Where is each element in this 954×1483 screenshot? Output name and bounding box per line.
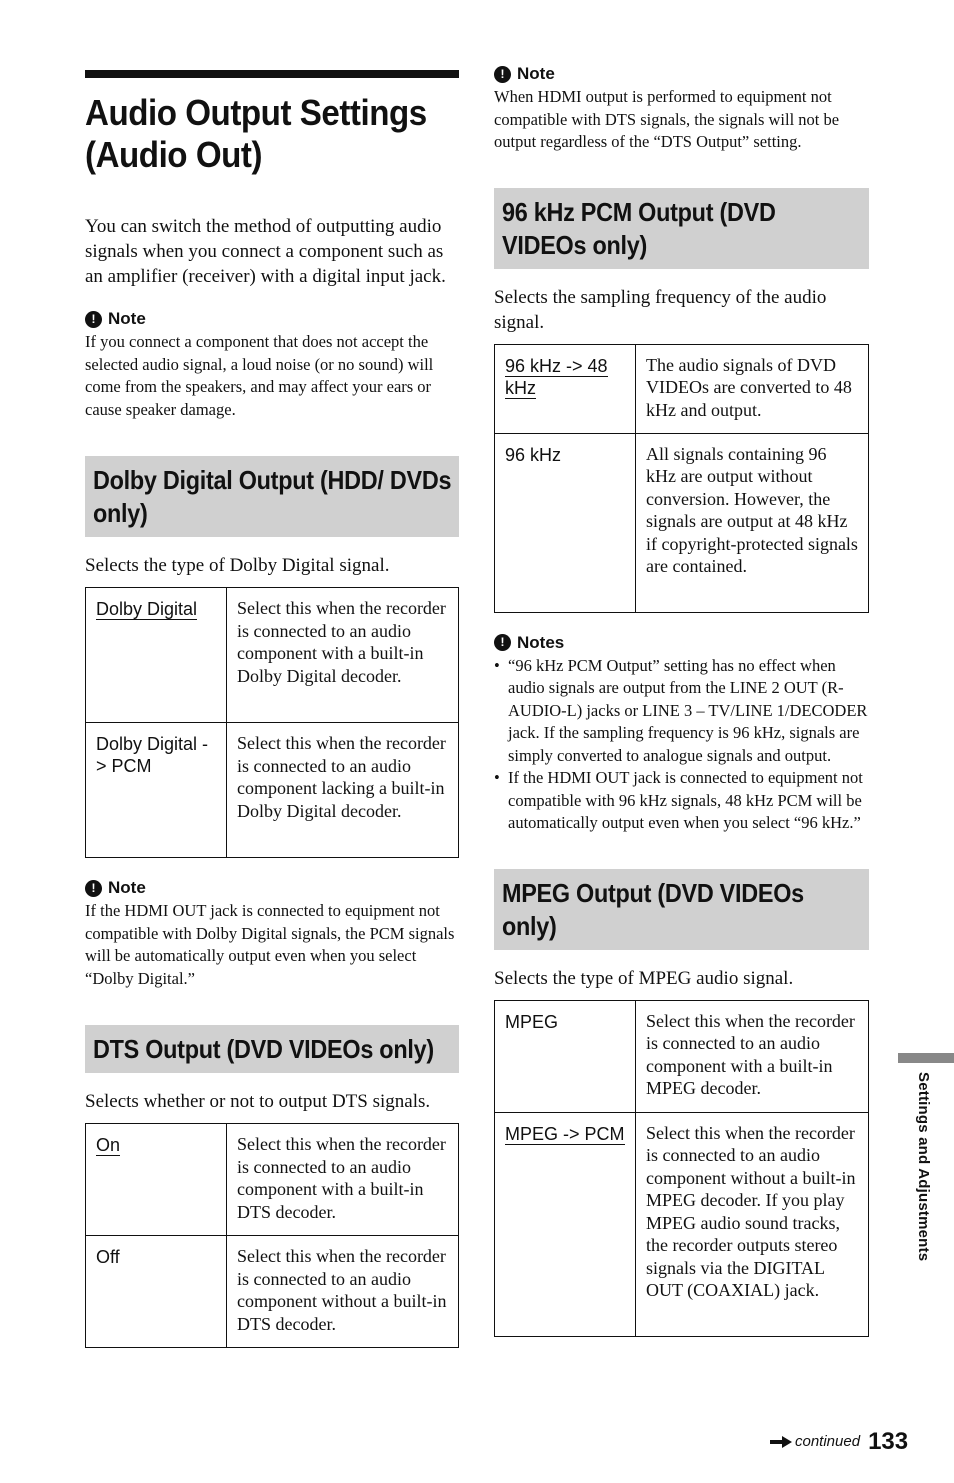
side-tab-marker bbox=[898, 1053, 954, 1063]
arrow-right-icon bbox=[770, 1436, 792, 1448]
table-row bbox=[495, 344, 869, 433]
option-name: 96 kHz -> 48 kHz bbox=[495, 344, 636, 433]
option-name: Dolby Digital -> PCM bbox=[86, 723, 227, 858]
table-row bbox=[86, 1124, 459, 1236]
page-title: Audio Output Settings (Audio Out) bbox=[85, 92, 427, 175]
option-description: All signals containing 96 kHz are output without conversion. However, the signals are output at 48 kHz if copyright-protected signals are contained. bbox=[636, 433, 869, 612]
section-lead: Selects the type of MPEG audio signal. bbox=[494, 967, 794, 989]
table-row bbox=[86, 1236, 459, 1348]
option-name: On bbox=[86, 1124, 227, 1236]
table-row bbox=[495, 1112, 869, 1336]
option-description: Select this when the recorder is connected to an audio component with a built-in MPEG decoder. bbox=[636, 1000, 869, 1112]
section-heading-pcm96: 96 kHz PCM Output (DVD VIDEOs only) bbox=[494, 188, 869, 269]
note-text: If you connect a component that does not accept the selected audio signal, a loud noise (or no sound) will come from the speakers, and may affect your ears or cause speaker damage. bbox=[85, 332, 434, 419]
option-name: 96 kHz bbox=[495, 433, 636, 612]
note-block bbox=[85, 309, 459, 421]
section-heading-mpeg: MPEG Output (DVD VIDEOs only) bbox=[494, 869, 869, 950]
left-column bbox=[85, 70, 459, 1348]
option-description: Select this when the recorder is connected to an audio component with a built-in DTS decoder. bbox=[227, 1124, 459, 1236]
continued-indicator bbox=[770, 1433, 860, 1450]
options-table-pcm96 bbox=[494, 344, 869, 613]
note-block bbox=[494, 64, 869, 154]
intro-paragraph: You can switch the method of outputting audio signals when you connect a component such as an amplifier (receiver) with a digital input jack. bbox=[85, 216, 446, 287]
option-description: Select this when the recorder is connected to an audio component without a built-in MPEG decoder. If you play MPEG audio sound tracks, the recorder outputs stereo signals via the DIGITAL OUT (COAXIAL) jack. bbox=[636, 1112, 869, 1336]
page-footer bbox=[770, 1426, 930, 1456]
right-column bbox=[494, 62, 869, 1337]
note-text: When HDMI output is performed to equipment not compatible with DTS signals, the signals will not be output regardless of the “DTS Output” setting. bbox=[494, 87, 840, 151]
side-tab-label: Settings and Adjustments bbox=[915, 1072, 932, 1262]
note-label: Note bbox=[108, 309, 146, 328]
note-icon: ! bbox=[85, 880, 102, 897]
option-description: Select this when the recorder is connected to an audio component without a built-in DTS decoder. bbox=[227, 1236, 459, 1348]
note-icon: ! bbox=[494, 634, 511, 651]
page-number: 133 bbox=[868, 1428, 909, 1455]
options-table-dolby bbox=[85, 587, 459, 858]
option-name: MPEG -> PCM bbox=[495, 1112, 636, 1336]
note-icon: ! bbox=[494, 66, 511, 83]
option-name: Off bbox=[86, 1236, 227, 1348]
options-table-dts bbox=[85, 1123, 459, 1348]
notes-block bbox=[494, 633, 869, 835]
note-text: If the HDMI OUT jack is connected to equipment not compatible with Dolby Digital signals, the PCM signals will be automatically output even when you select “Dolby Digital.” bbox=[85, 901, 455, 988]
option-description: Select this when the recorder is connected to an audio component with a built-in Dolby Digital decoder. bbox=[227, 588, 459, 723]
option-description: Select this when the recorder is connected to an audio component lacking a built-in Dolby Digital decoder. bbox=[227, 723, 459, 858]
title-rule bbox=[85, 70, 459, 78]
table-row bbox=[86, 588, 459, 723]
note-icon: ! bbox=[85, 311, 102, 328]
continued-text: continued bbox=[795, 1433, 861, 1450]
option-name: MPEG bbox=[495, 1000, 636, 1112]
note-label: Note bbox=[517, 64, 555, 83]
section-lead: Selects the sampling frequency of the audio signal. bbox=[494, 286, 827, 333]
note-label: Note bbox=[108, 878, 146, 897]
section-lead: Selects the type of Dolby Digital signal. bbox=[85, 555, 390, 576]
table-row bbox=[495, 433, 869, 612]
section-heading-dts: DTS Output (DVD VIDEOs only) bbox=[85, 1025, 459, 1073]
note-block bbox=[85, 878, 459, 990]
table-row bbox=[86, 723, 459, 858]
section-heading-dolby: Dolby Digital Output (HDD/ DVDs only) bbox=[85, 456, 459, 537]
list-item: • “96 kHz PCM Output” setting has no effect when audio signals are output from the LINE 2 OUT (R-AUDIO-L) jacks or LINE 3 – TV/LINE 1/DECODER jack. If the sampling frequency is 96 kHz, signals are simply converted to analogue signals and output. bbox=[494, 655, 869, 768]
option-description: The audio signals of DVD VIDEOs are converted to 48 kHz and output. bbox=[636, 344, 869, 433]
notes-label: Notes bbox=[517, 632, 565, 652]
table-row bbox=[495, 1000, 869, 1112]
option-name: Dolby Digital bbox=[86, 588, 227, 723]
section-lead: Selects whether or not to output DTS signals. bbox=[85, 1091, 431, 1112]
options-table-mpeg bbox=[494, 1000, 869, 1337]
list-item: • If the HDMI OUT jack is connected to equipment not compatible with 96 kHz signals, 48 kHz PCM will be automatically output even when you select “96 kHz.” bbox=[494, 767, 869, 835]
notes-list bbox=[494, 655, 869, 835]
